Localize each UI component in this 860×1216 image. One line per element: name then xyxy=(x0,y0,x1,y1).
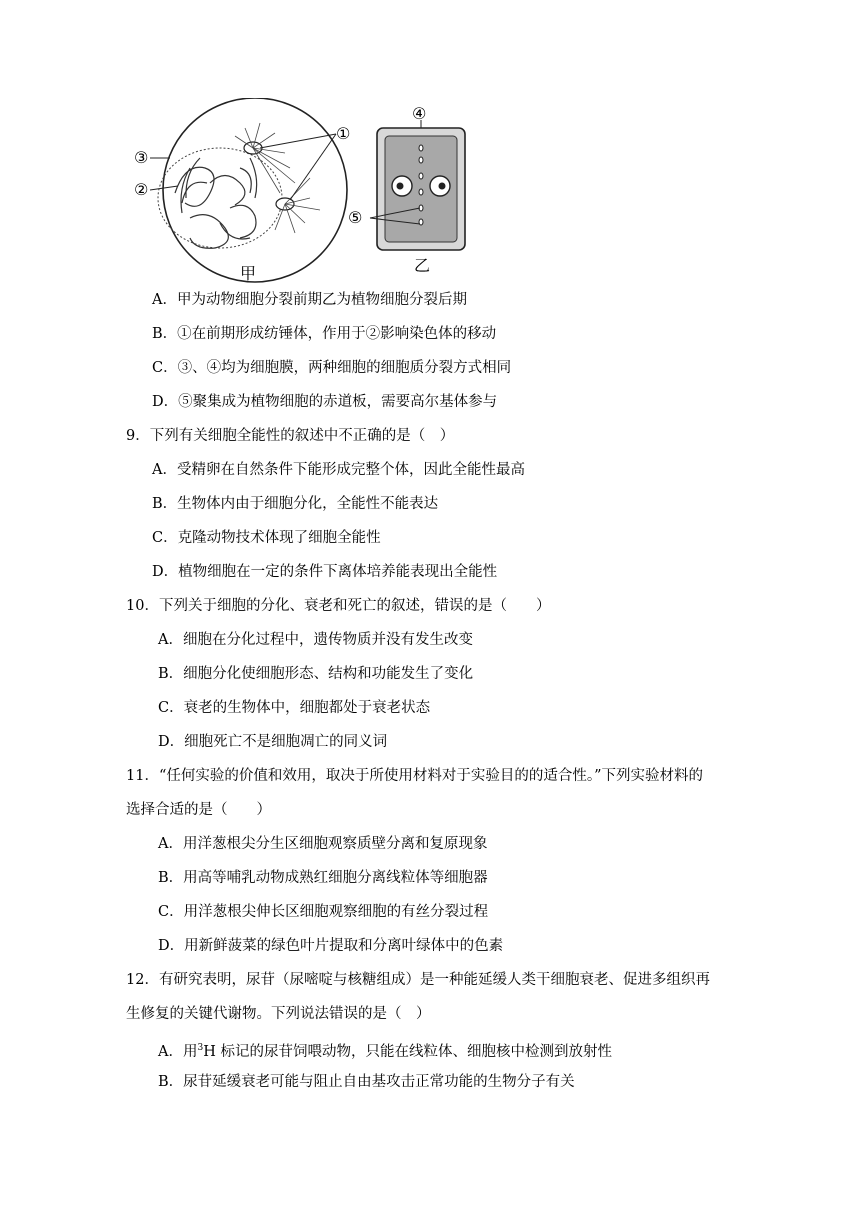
marker-5: ⑤ xyxy=(348,208,363,227)
marker-2: ② xyxy=(134,180,149,199)
q10-option-a: A．细胞在分化过程中，遗传物质并没有发生改变 xyxy=(158,632,473,648)
q8-option-c: C．③、④均为细胞膜，两种细胞的细胞质分裂方式相同 xyxy=(152,360,512,376)
q11-option-d: D．用新鲜菠菜的绿色叶片提取和分离叶绿体中的色素 xyxy=(158,938,504,954)
marker-1: ① xyxy=(336,124,351,143)
q11-option-a: A．用洋葱根尖分生区细胞观察质壁分离和复原现象 xyxy=(158,836,488,852)
q11-stem-line2: 选择合适的是（ ） xyxy=(126,802,271,818)
q12-option-a-superscript: 3 xyxy=(197,1043,204,1053)
q12-stem-line1: 12．有研究表明，尿苷（尿嘧啶与核糖组成）是一种能延缓人类干细胞衰老、促进多组织再 xyxy=(126,972,710,988)
q11-option-b: B．用高等哺乳动物成熟红细胞分离线粒体等细胞器 xyxy=(158,870,488,886)
q10-option-b: B．细胞分化使细胞形态、结构和功能发生了变化 xyxy=(158,666,474,682)
q10-stem: 10．下列关于细胞的分化、衰老和死亡的叙述，错误的是（ ） xyxy=(126,598,551,614)
animal-cell-jia xyxy=(150,98,347,282)
q12-option-b: B．尿苷延缓衰老可能与阻止自由基攻击正常功能的生物分子有关 xyxy=(158,1074,575,1090)
marker-3: ③ xyxy=(134,148,149,167)
q11-stem-line1: 11．“任何实验的价值和效用，取决于所使用材料对于实验目的的适合性。”下列实验材料的 xyxy=(126,768,704,784)
q9-option-d: D．植物细胞在一定的条件下离体培养能表现出全能性 xyxy=(152,564,498,580)
plant-cell-yi xyxy=(370,120,465,250)
q9-stem: 9．下列有关细胞全能性的叙述中不正确的是（ ） xyxy=(126,428,455,444)
q9-option-b: B．生物体内由于细胞分化，全能性不能表达 xyxy=(152,496,439,512)
q8-option-b: B．①在前期形成纺锤体，作用于②影响染色体的移动 xyxy=(152,326,497,342)
q8-option-a: A．甲为动物细胞分裂前期乙为植物细胞分裂后期 xyxy=(152,292,467,308)
q10-option-c: C．衰老的生物体中，细胞都处于衰老状态 xyxy=(158,700,431,716)
q10-option-d: D．细胞死亡不是细胞凋亡的同义词 xyxy=(158,734,388,750)
cell-division-figure xyxy=(120,98,480,288)
q9-option-c: C．克隆动物技术体现了细胞全能性 xyxy=(152,530,381,546)
q11-option-c: C．用洋葱根尖伸长区细胞观察细胞的有丝分裂过程 xyxy=(158,904,489,920)
marker-4: ④ xyxy=(412,104,427,123)
q12-stem-line2: 生修复的关键代谢物。下列说法错误的是（ ） xyxy=(126,1006,431,1022)
q12-option-a xyxy=(158,1038,612,1062)
label-yi: 乙 xyxy=(414,256,431,275)
q9-option-a: A．受精卵在自然条件下能形成完整个体，因此全能性最高 xyxy=(152,462,525,478)
q8-option-d: D．⑤聚集成为植物细胞的赤道板，需要高尔基体参与 xyxy=(152,394,498,410)
q12-option-a-rest: H 标记的尿苷饲喂动物，只能在线粒体、细胞核中检测到放射性 xyxy=(203,1043,612,1060)
label-jia: 甲 xyxy=(240,264,257,283)
q12-option-a-prefix: A．用 xyxy=(158,1043,198,1060)
